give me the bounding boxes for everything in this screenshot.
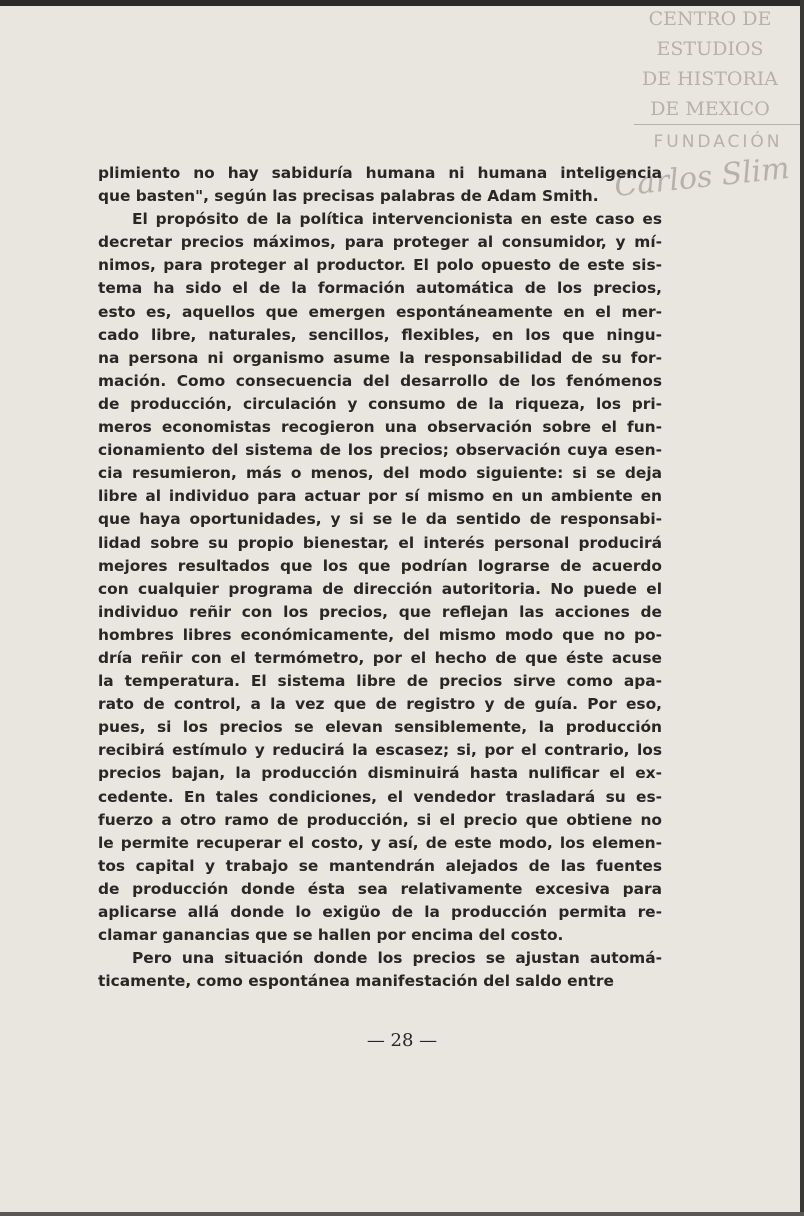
text-line: mación. Como consecuencia del desarrollo de los fenómenos (98, 371, 662, 390)
watermark-line: DE HISTORIA (641, 68, 778, 90)
text-line: mejores resultados que los que podrían lograrse de acuerdo (98, 556, 662, 575)
text-line: rato de control, a la vez que de registro y de guía. Por eso, (98, 695, 662, 714)
watermark-line: ESTUDIOS (656, 38, 764, 60)
text-line: con cualquier programa de dirección autoritoria. No puede el (98, 579, 662, 598)
watermark-foundation: FUNDACIÓN (653, 132, 783, 152)
text-line: hombres libres económicamente, del mismo modo que no po- (98, 625, 662, 644)
text-line: fuerzo a otro ramo de producción, si el precio que obtiene no (98, 810, 662, 829)
text-line: lidad sobre su propio bienestar, el interés personal producirá (98, 533, 662, 552)
text-line: aplicarse allá donde lo exigüo de la producción permita re- (98, 903, 662, 921)
text-line: tema ha sido el de la formación automática de los precios, (98, 279, 662, 298)
text-line: libre al individuo para actuar por sí mismo en un ambiente en (98, 487, 662, 506)
page-body-text (98, 162, 662, 993)
text-line: clamar ganancias que se hallen por encima del costo. (98, 926, 564, 945)
text-line: de producción donde ésta sea relativamente excesiva para (98, 879, 662, 898)
watermark-line: CENTRO DE (648, 8, 772, 30)
text-line: tos capital y trabajo se mantendrán alejados de las fuentes (98, 856, 662, 875)
text-line: decretar precios máximos, para proteger al consumidor, y mí- (98, 233, 662, 252)
text-line: precios bajan, la producción disminuirá hasta nulificar el ex- (98, 764, 662, 783)
text-line: cado libre, naturales, sencillos, flexibles, en los que ningu- (98, 325, 662, 344)
text-line: le permite recuperar el costo, y así, de este modo, los elemen- (98, 833, 662, 852)
paragraph (98, 208, 662, 947)
page-bottom-edge (0, 1212, 804, 1216)
paragraph (98, 947, 662, 993)
text-line: ticamente, como espontánea manifestación del saldo entre (98, 972, 614, 991)
text-line: cia resumieron, más o menos, del modo siguiente: si se deja (98, 464, 662, 483)
text-line: la temperatura. El sistema libre de precios sirve como apa- (98, 672, 662, 691)
text-line: esto es, aquellos que emergen espontáneamente en el mer- (98, 302, 662, 321)
text-line: El propósito de la política intervencionista en este caso es (132, 210, 662, 229)
text-line: meros economistas recogieron una observación sobre el fun- (98, 418, 662, 437)
watermark-divider (634, 124, 800, 125)
text-line: que haya oportunidades, y si se le da sentido de responsabi- (98, 510, 662, 529)
text-line: cedente. En tales condiciones, el vendedor trasladará su es- (98, 787, 662, 806)
text-line: cionamiento del sistema de los precios; observación cuya esen- (98, 441, 662, 460)
archive-watermark (630, 4, 790, 124)
watermark-line: DE MEXICO (650, 98, 770, 120)
text-line: plimiento no hay sabiduría humana ni humana inteligencia (98, 164, 662, 182)
text-line: recibirá estímulo y reducirá la escasez; si, por el contrario, los (98, 741, 662, 760)
text-line: de producción, circulación y consumo de la riqueza, los pri- (98, 394, 662, 413)
text-line: que basten", según las precisas palabras de Adam Smith. (98, 187, 599, 206)
paragraph (98, 162, 662, 208)
text-line: individuo reñir con los precios, que reflejan las acciones de (98, 602, 662, 621)
text-line: pues, si los precios se elevan sensiblemente, la producción (98, 718, 662, 737)
text-line: dría reñir con el termómetro, por el hecho de que éste acuse (98, 648, 662, 667)
text-line: nimos, para proteger al productor. El polo opuesto de este sis- (98, 256, 662, 275)
text-line: Pero una situación donde los precios se ajustan automá- (132, 949, 662, 968)
text-line: na persona ni organismo asume la responsabilidad de su for- (98, 348, 662, 367)
watermark-signature: Carlos Slim (612, 150, 792, 205)
page-number: — 28 — (366, 1030, 438, 1051)
